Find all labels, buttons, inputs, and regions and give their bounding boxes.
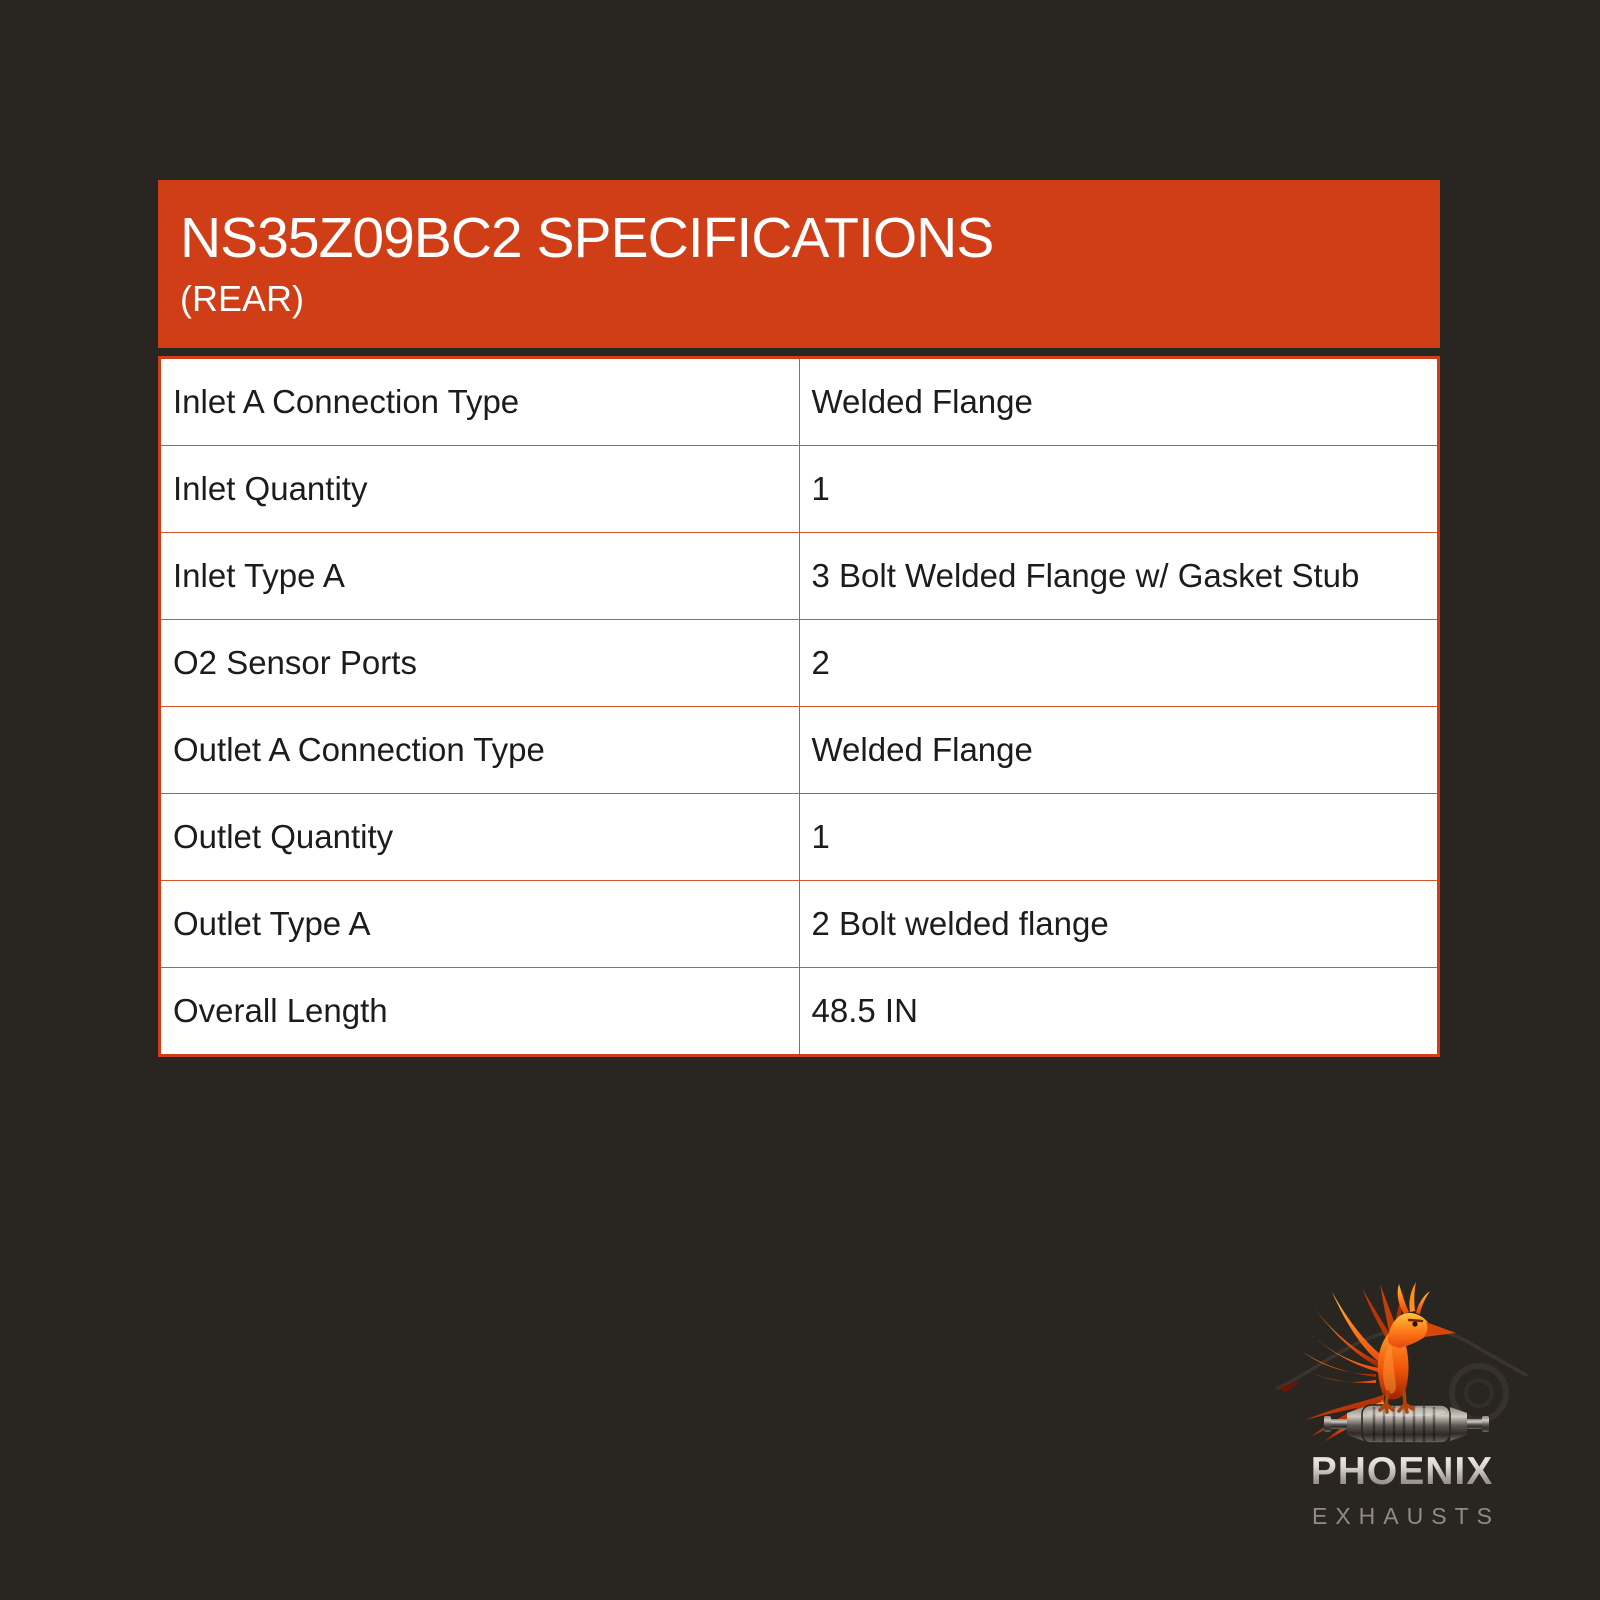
brand-name: PHOENIX [1272, 1450, 1532, 1494]
phoenix-eye [1412, 1321, 1417, 1326]
page-title: NS35Z09BC2 SPECIFICATIONS [180, 206, 994, 270]
spec-label-cell: Outlet Quantity [160, 794, 800, 881]
spec-row [160, 620, 1439, 707]
spec-row [160, 794, 1439, 881]
spec-label-cell: O2 Sensor Ports [160, 620, 800, 707]
spec-label-cell: Inlet Type A [160, 533, 800, 620]
spec-value-cell: Welded Flange [799, 707, 1439, 794]
spec-table [158, 356, 1440, 1057]
spec-label-cell: Overall Length [160, 968, 800, 1056]
spec-value-cell: 48.5 IN [799, 968, 1439, 1056]
spec-value-cell: Welded Flange [799, 358, 1439, 446]
spec-row [160, 446, 1439, 533]
spec-table-body [160, 358, 1439, 1056]
brand-tagline: EXHAUSTS [1312, 1503, 1500, 1529]
spec-label-cell: Outlet Type A [160, 881, 800, 968]
spec-value-cell: 1 [799, 446, 1439, 533]
phoenix-logo-graphic [1272, 1276, 1532, 1448]
spec-label-cell: Inlet Quantity [160, 446, 800, 533]
spec-row [160, 881, 1439, 968]
spec-header-banner [158, 180, 1440, 348]
spec-label-cell: Outlet A Connection Type [160, 707, 800, 794]
spec-value-cell: 2 Bolt welded flange [799, 881, 1439, 968]
spec-value-cell: 1 [799, 794, 1439, 881]
spec-value-cell: 2 [799, 620, 1439, 707]
spec-row [160, 707, 1439, 794]
brand-logo [1272, 1276, 1532, 1530]
spec-value-cell: 3 Bolt Welded Flange w/ Gasket Stub [799, 533, 1439, 620]
spec-label-cell: Inlet A Connection Type [160, 358, 800, 446]
spec-row [160, 968, 1439, 1056]
spec-row [160, 358, 1439, 446]
page-subtitle: (REAR) [180, 277, 304, 319]
spec-row [160, 533, 1439, 620]
